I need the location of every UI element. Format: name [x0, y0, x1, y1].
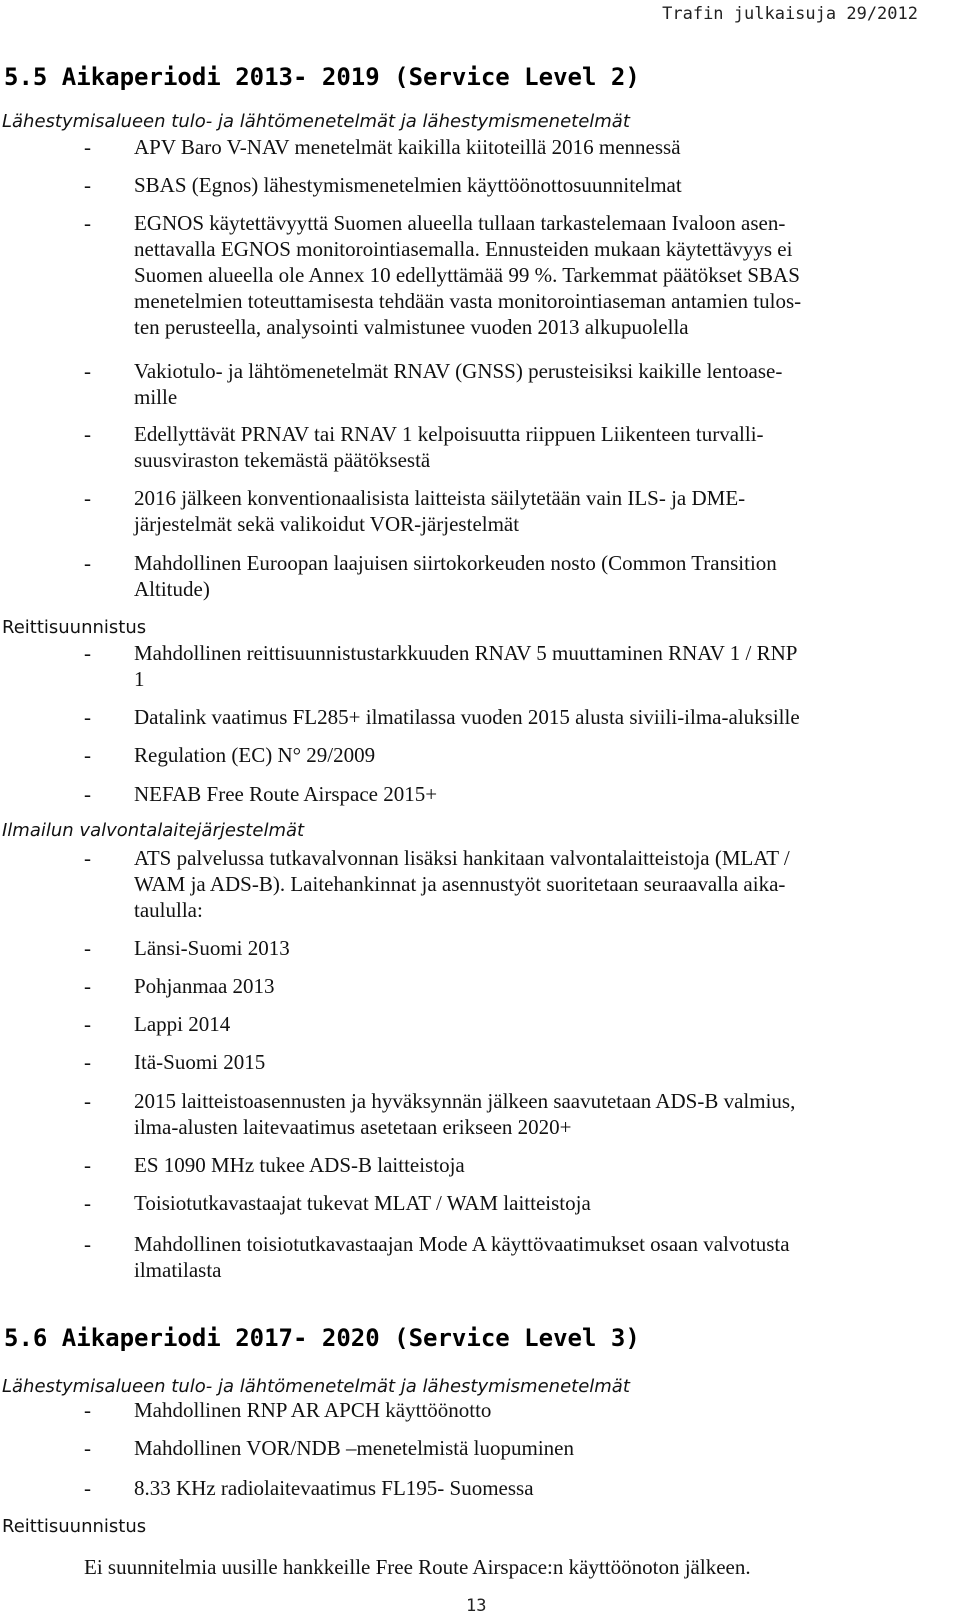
running-header: Trafin julkaisuja 29/2012 — [662, 4, 918, 24]
list-item — [84, 1435, 944, 1461]
list-dash: - — [84, 173, 91, 197]
list-item-line: Mahdollinen reittisuunnistustarkkuuden RNAV 5 muuttaminen RNAV 1 / RNP — [134, 641, 798, 665]
list-item — [84, 134, 944, 160]
list-item-line: ilma-alusten laitevaatimus asetetaan erikseen 2020+ — [134, 1115, 572, 1139]
list-item-line: 8.33 KHz radiolaitevaatimus FL195- Suomessa — [134, 1476, 534, 1500]
list-item — [84, 1397, 944, 1423]
list-item-line: SBAS (Egnos) lähestymismenetelmien käyttöönottosuunnitelmat — [134, 173, 682, 197]
list-item — [84, 973, 944, 999]
list-item-line: ATS palvelussa tutkavalvonnan lisäksi hankitaan valvontalaitteistoja (MLAT / — [134, 846, 790, 870]
list-item-line: Vakiotulo- ja lähtömenetelmät RNAV (GNSS) perusteisiksi kaikille lentoase- — [134, 359, 783, 383]
list-item-line: suusviraston tekemästä päätöksestä — [134, 448, 431, 472]
list-item-line: Mahdollinen toisiotutkavastaajan Mode A käyttövaatimukset osaan valvotusta — [134, 1232, 790, 1256]
list-item — [84, 1088, 944, 1140]
list-item — [84, 1011, 944, 1037]
list-item-line: Regulation (EC) N° 29/2009 — [134, 743, 376, 767]
list-item-line: ES 1090 MHz tukee ADS-B laitteistoja — [134, 1153, 465, 1177]
list-item — [84, 421, 944, 473]
list-dash: - — [84, 974, 91, 998]
list-item — [84, 640, 944, 692]
section-5-5-surveillance-heading: Ilmailun valvontalaitejärjestelmät — [2, 820, 305, 841]
list-dash: - — [84, 1153, 91, 1177]
list-dash: - — [84, 486, 91, 510]
list-item-line: nettavalla EGNOS monitorointiasemalla. Ennusteiden mukaan käytettävyys ei — [134, 237, 793, 261]
list-dash: - — [84, 1050, 91, 1074]
list-dash: - — [84, 782, 91, 806]
list-dash: - — [84, 846, 91, 870]
list-item-line: Pohjanmaa 2013 — [134, 974, 275, 998]
list-item-line: Datalink vaatimus FL285+ ilmatilassa vuoden 2015 alusta siviili-ilma-aluksille — [134, 705, 800, 729]
list-item-line: EGNOS käytettävyyttä Suomen alueella tullaan tarkastelemaan Ivaloon asen- — [134, 211, 786, 235]
list-dash: - — [84, 135, 91, 159]
section-5-5-route-heading: Reittisuunnistus — [2, 617, 147, 638]
list-item — [84, 358, 944, 410]
list-dash: - — [84, 1191, 91, 1215]
list-dash: - — [84, 1436, 91, 1460]
list-item — [84, 1049, 944, 1075]
list-item — [84, 210, 944, 340]
list-item — [84, 742, 944, 768]
list-dash: - — [84, 641, 91, 665]
list-item-line: Länsi-Suomi 2013 — [134, 936, 290, 960]
list-item-line: taululla: — [134, 898, 203, 922]
list-dash: - — [84, 422, 91, 446]
list-dash: - — [84, 1476, 91, 1500]
section-5-6-route-paragraph: Ei suunnitelmia uusille hankkeille Free Route Airspace:n käyttöönoton jälkeen. — [84, 1555, 751, 1579]
list-item — [84, 485, 944, 537]
list-item-line: WAM ja ADS-B). Laitehankinnat ja asennustyöt suoritetaan seuraavalla aika- — [134, 872, 786, 896]
list-item-line: mille — [134, 385, 178, 409]
list-item — [84, 1475, 944, 1501]
list-item-line: ilmatilasta — [134, 1258, 222, 1282]
list-item-line: Edellyttävät PRNAV tai RNAV 1 kelpoisuutta riippuen Liikenteen turvalli- — [134, 422, 764, 446]
list-dash: - — [84, 1012, 91, 1036]
list-item-line: Altitude) — [134, 577, 210, 601]
list-item-line: Itä-Suomi 2015 — [134, 1050, 266, 1074]
list-item — [84, 550, 944, 602]
section-5-6-approach-heading: Lähestymisalueen tulo- ja lähtömenetelmät ja lähestymismenetelmät — [2, 1376, 630, 1397]
list-item — [84, 172, 944, 198]
list-item — [84, 704, 944, 730]
list-item — [84, 845, 944, 923]
list-item-line: järjestelmät sekä valikoidut VOR-järjestelmät — [134, 512, 520, 536]
list-item-line: 2016 jälkeen konventionaalisista laitteista säilytetään vain ILS- ja DME- — [134, 486, 746, 510]
list-item-line: Suomen alueella ole Annex 10 edellyttämää 99 %. Tarkemmat päätökset SBAS — [134, 263, 800, 287]
section-5-5-approach-heading: Lähestymisalueen tulo- ja lähtömenetelmät ja lähestymismenetelmät — [2, 111, 630, 132]
list-item — [84, 935, 944, 961]
list-item-line: Toisiotutkavastaajat tukevat MLAT / WAM laitteistoja — [134, 1191, 591, 1215]
list-item-line: Lappi 2014 — [134, 1012, 231, 1036]
list-item-line: 2015 laitteistoasennusten ja hyväksynnän jälkeen saavutetaan ADS-B valmius, — [134, 1089, 796, 1113]
list-item-line: 1 — [134, 667, 145, 691]
section-5-6-title: 5.6 Aikaperiodi 2017- 2020 (Service Level 3) — [4, 1324, 640, 1352]
list-dash: - — [84, 936, 91, 960]
list-item — [84, 1152, 944, 1178]
list-item — [84, 781, 944, 807]
list-dash: - — [84, 1398, 91, 1422]
list-item — [84, 1190, 944, 1216]
list-item-line: Mahdollinen VOR/NDB –menetelmistä luopuminen — [134, 1436, 574, 1460]
list-item — [84, 1231, 944, 1283]
section-5-5-title: 5.5 Aikaperiodi 2013- 2019 (Service Level 2) — [4, 63, 640, 91]
list-dash: - — [84, 1089, 91, 1113]
list-item-line: NEFAB Free Route Airspace 2015+ — [134, 782, 438, 806]
list-item-line: APV Baro V-NAV menetelmät kaikilla kiitoteillä 2016 mennessä — [134, 135, 681, 159]
list-dash: - — [84, 1232, 91, 1256]
section-5-6-route-heading: Reittisuunnistus — [2, 1516, 147, 1537]
list-item-line: menetelmien toteuttamisesta tehdään vasta monitorointiaseman antamien tulos- — [134, 289, 802, 313]
list-dash: - — [84, 551, 91, 575]
list-item-line: ten perusteella, analysointi valmistunee vuoden 2013 alkupuolella — [134, 315, 689, 339]
list-item-line: Mahdollinen Euroopan laajuisen siirtokorkeuden nosto (Common Transition — [134, 551, 777, 575]
list-item-line: Mahdollinen RNP AR APCH käyttöönotto — [134, 1398, 492, 1422]
list-dash: - — [84, 743, 91, 767]
list-dash: - — [84, 211, 91, 235]
list-dash: - — [84, 359, 91, 383]
page-number: 13 — [466, 1596, 487, 1616]
list-dash: - — [84, 705, 91, 729]
